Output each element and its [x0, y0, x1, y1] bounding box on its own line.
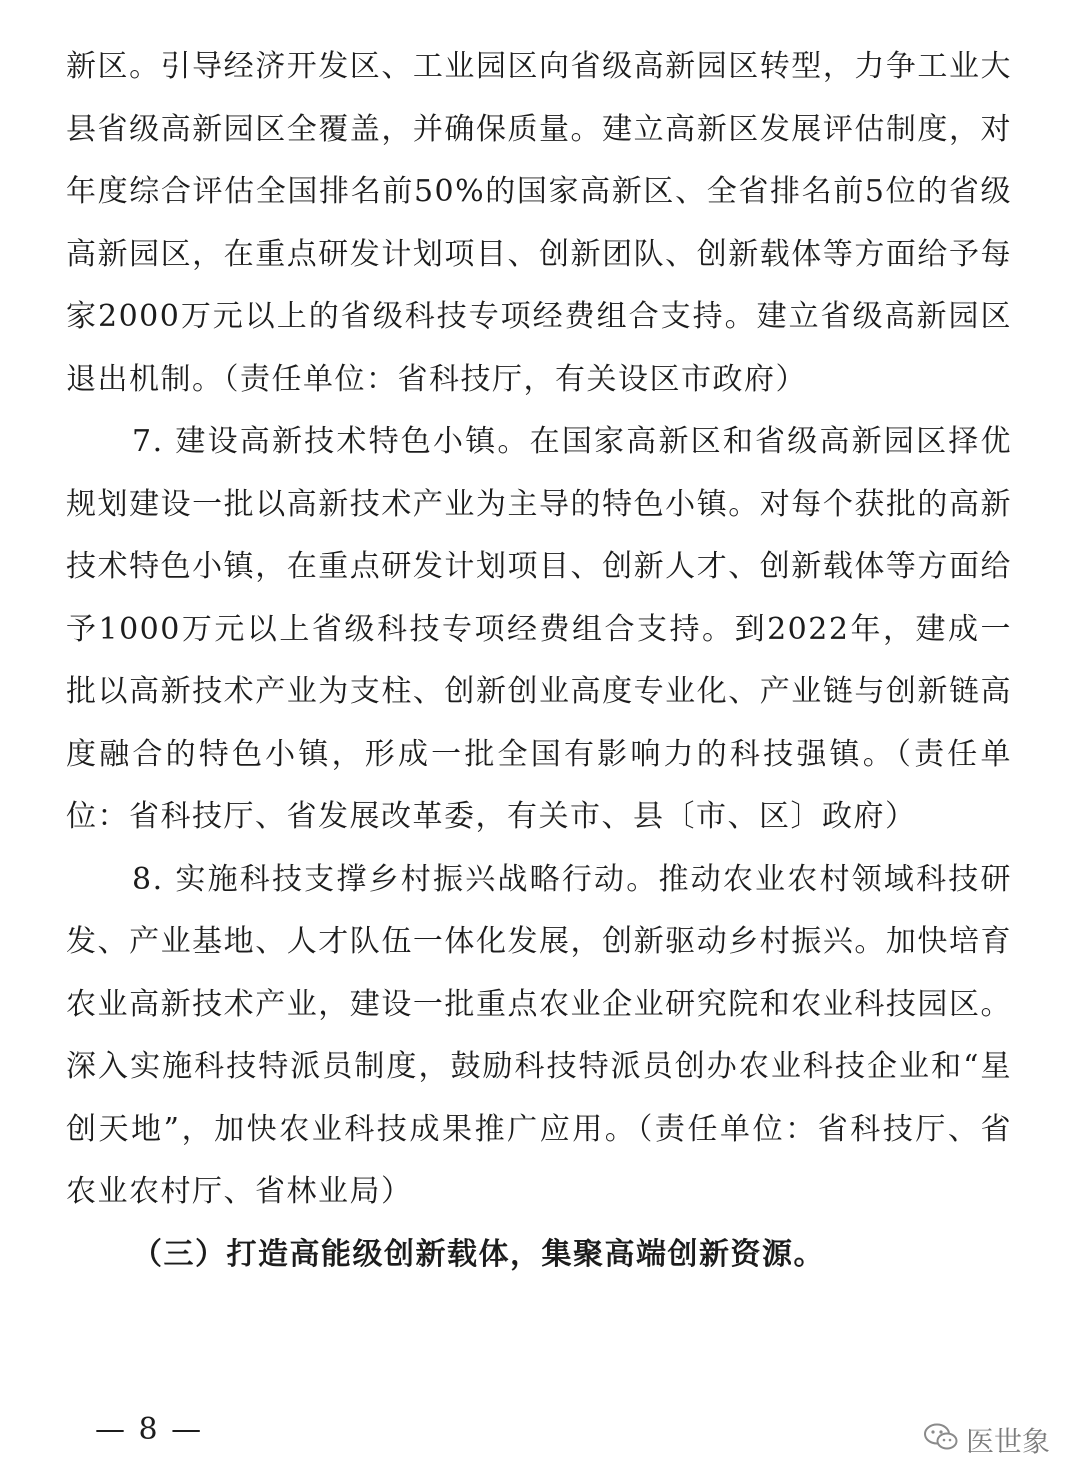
page-number: — 8 — [95, 1412, 204, 1447]
document-page [66, 36, 1012, 1286]
wechat-icon [924, 1423, 958, 1458]
watermark [924, 1420, 1050, 1460]
paragraph-item-8: 8. 实施科技支撑乡村振兴战略行动。推动农业农村领域科技研发、产业基地、人才队伍一体化发展，创新驱动乡村振兴。加快培育农业高新技术产业，建设一批重点农业企业研究院和农业科技园区。深入实施科技特派员制度，鼓励科技特派员创办农业科技企业和“星创天地”，加快农业科技成果推广应用。（责任单位：省科技厅、省农业农村厅、省林业局） [66, 861, 1012, 1209]
watermark-label: 医世象 [965, 1425, 1050, 1458]
paragraph-continued: 新区。引导经济开发区、工业园区向省级高新园区转型，力争工业大县省级高新园区全覆盖，并确保质量。建立高新区发展评估制度，对年度综合评估全国排名前50%的国家高新区、全省排名前5位的省级高新园区，在重点研发计划项目、创新团队、创新载体等方面给予每家2000万元以上的省级科技专项经费组合支持。建立省级高新园区退出机制。（责任单位：省科技厅，有关设区市政府） [66, 49, 1012, 397]
section-heading: （三）打造高能级创新载体，集聚高端创新资源。 [132, 1236, 825, 1272]
paragraph-item-7: 7. 建设高新技术特色小镇。在国家高新区和省级高新园区择优规划建设一批以高新技术产业为主导的特色小镇。对每个获批的高新技术特色小镇，在重点研发计划项目、创新人才、创新载体等方面给予1000万元以上省级科技专项经费组合支持。到2022年，建成一批以高新技术产业为支柱、创新创业高度专业化、产业链与创新链高度融合的特色小镇，形成一批全国有影响力的科技强镇。（责任单位：省科技厅、省发展改革委，有关市、县〔市、区〕政府） [66, 424, 1012, 834]
